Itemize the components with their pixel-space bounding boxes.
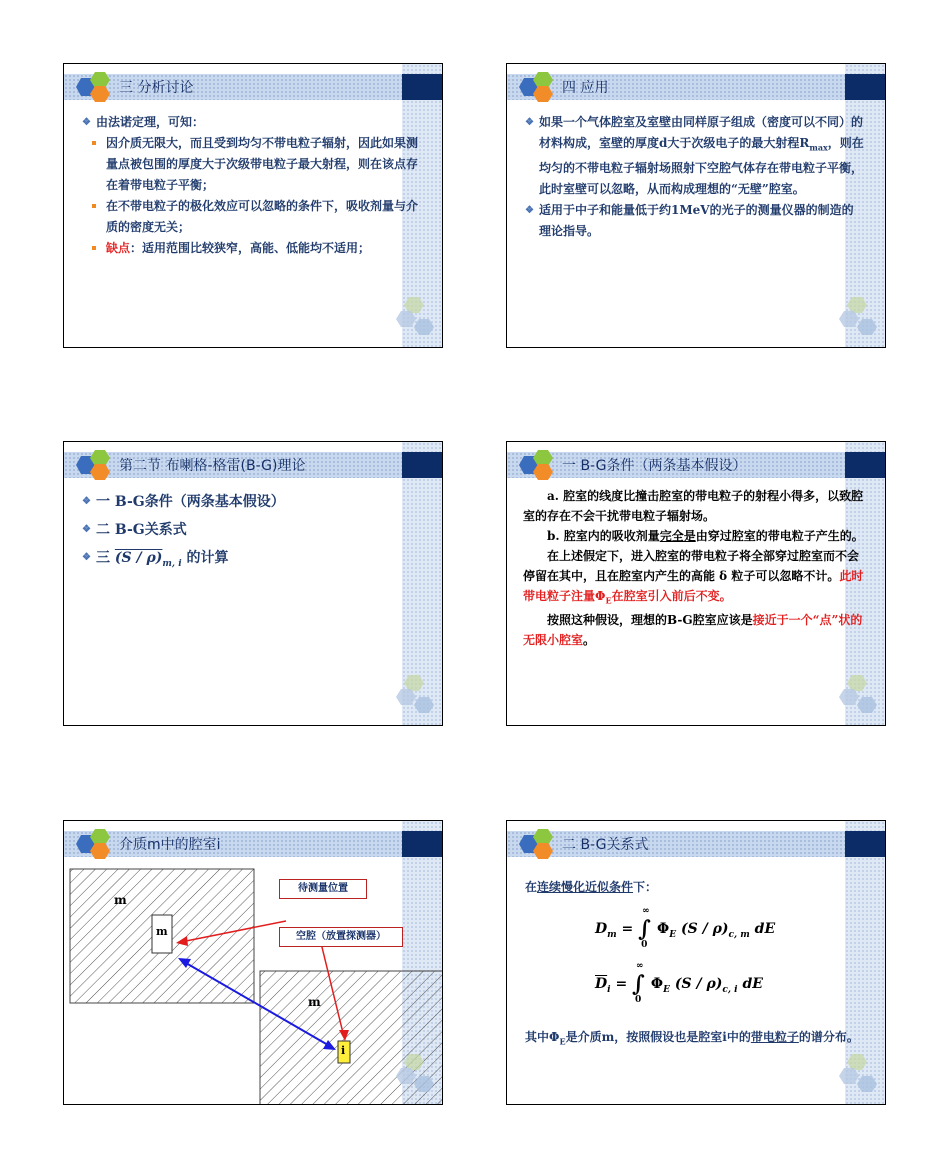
slide-content <box>525 112 865 242</box>
hexagon-logo-icon <box>68 70 118 104</box>
medium-label: m <box>308 995 321 1009</box>
rmax-subscript: max <box>809 142 828 153</box>
hexagon-decoration-icon <box>394 1050 436 1096</box>
toc-item: ❖ 三 $(S / \rho)_{m, i}$ 的计算 <box>82 544 422 578</box>
lead-bullet: ❖ 由法诺定理，可知： <box>82 112 422 133</box>
point-label: m <box>156 925 168 938</box>
hexagon-logo-icon <box>68 448 118 482</box>
cavity-detector-label: 空腔（放置探测器） <box>279 927 403 947</box>
slide-title: 一 B-G条件（两条基本假设） <box>562 458 747 474</box>
title-dark-block <box>402 452 442 478</box>
measurement-position-label: 待测量位置 <box>279 879 367 899</box>
slide-bg-conditions <box>506 441 886 726</box>
stopping-power-ratio: (S / ρ) <box>114 550 163 566</box>
slide-content <box>82 488 422 578</box>
slide-content <box>523 486 869 650</box>
drawback-label: 缺点 <box>106 241 131 255</box>
consequence: 在上述假定下，进入腔室的带电粒子将全部穿过腔室而不会停留在其中，且在腔室内产生的高能 δ 粒子可以忽略不计。此时带电粒子注量$\Phi_E$在腔室引入前后不变。 <box>523 549 864 606</box>
assumption-b: b. 腔室内的吸收剂量完全是由穿过腔室的带电粒子产生的。 <box>547 529 864 543</box>
hexagon-decoration-icon <box>394 671 436 717</box>
outro-text: 其中$\Phi_E$是介质m，按照假设也是腔室i中的带电粒子的谱分布。 <box>525 1030 859 1047</box>
hexagon-decoration-icon <box>837 671 879 717</box>
hexagon-logo-icon <box>511 448 561 482</box>
bullet-item: 在不带电粒子的极化效应可以忽略的条件下，吸收剂量与介质的密度无关； <box>82 196 422 238</box>
bullet-item: 因介质无限大，而且受到均匀不带电粒子辐射，因此如果测量点被包围的厚度大于次级带电粒子最大射程，则在该点存在着带电粒子平衡； <box>82 133 422 196</box>
slide-content <box>82 112 422 259</box>
title-dark-block <box>845 831 885 857</box>
title-dark-block <box>402 74 442 100</box>
bullet-item: ❖ 适用于中子和能量低于约1MeV的光子的测量仪器的制造的理论指导。 <box>525 200 865 242</box>
slide-title: 三 分析讨论 <box>119 80 194 96</box>
assumption-a: a. 腔室的线度比撞击腔室的带电粒子的射程小得多，以致腔室的存在不会干扰带电粒子辐射场。 <box>523 489 864 523</box>
intro-text: 在连续慢化近似条件下： <box>525 880 658 894</box>
slide-bg-relation <box>506 820 886 1105</box>
cavity-diagram <box>64 821 443 1105</box>
integral-sign: ∫ ∞ 0 <box>638 906 651 950</box>
slide-title: 第二节 布喇格-格雷(B-G)理论 <box>119 458 306 474</box>
slide-title: 二 B-G关系式 <box>562 837 649 853</box>
drawback-bullet <box>82 238 422 259</box>
hexagon-decoration-icon <box>394 293 436 339</box>
slide-analysis-discussion <box>63 63 443 348</box>
hexagon-decoration-icon <box>837 1050 879 1096</box>
slide-bg-theory <box>63 441 443 726</box>
toc-item: ❖ 一 B-G条件（两条基本假设） <box>82 488 422 516</box>
slide-application <box>506 63 886 348</box>
slide-title: 四 应用 <box>562 80 609 96</box>
integral-sign: ∫ ∞ 0 <box>632 961 645 1005</box>
hexagon-logo-icon <box>511 70 561 104</box>
slide-title: 介质m中的腔室i <box>119 837 221 853</box>
hexagon-decoration-icon <box>837 293 879 339</box>
formula-dm: $D_m$ = ∫ ∞ 0 $\Phi_E$ $(S / \rho)_{c, m}$ dE <box>595 906 776 950</box>
drawback-text: ：适用范围比较狭窄，高能、低能均不适用； <box>130 241 371 255</box>
title-dark-block <box>845 74 885 100</box>
slide-cavity-diagram <box>63 820 443 1105</box>
toc-item: ❖ 二 B-G关系式 <box>82 516 422 544</box>
conclusion: 按照这种假设，理想的B-G腔室应该是接近于一个“点”状的无限小腔室。 <box>523 613 863 648</box>
cavity-label: i <box>341 1044 346 1057</box>
bullet-item: ❖ 如果一个气体腔室及室壁由同样原子组成（密度可以不同）的材料构成，室壁的厚度d大于次级电子的最大射程$R_{max}$，则在均匀的不带电粒子辐射场照射下空腔气体存在带电粒子平衡，此时室壁可以忽略，从而构成理想的“无壁”腔室。 <box>525 112 865 200</box>
hexagon-logo-icon <box>511 827 561 861</box>
title-dark-block <box>845 452 885 478</box>
medium-label: m <box>114 893 127 907</box>
formula-di: $\overline{D}_i$ = ∫ ∞ 0 $\Phi_E$ $(S / \rho)_{c, i}$ dE <box>595 961 763 1005</box>
